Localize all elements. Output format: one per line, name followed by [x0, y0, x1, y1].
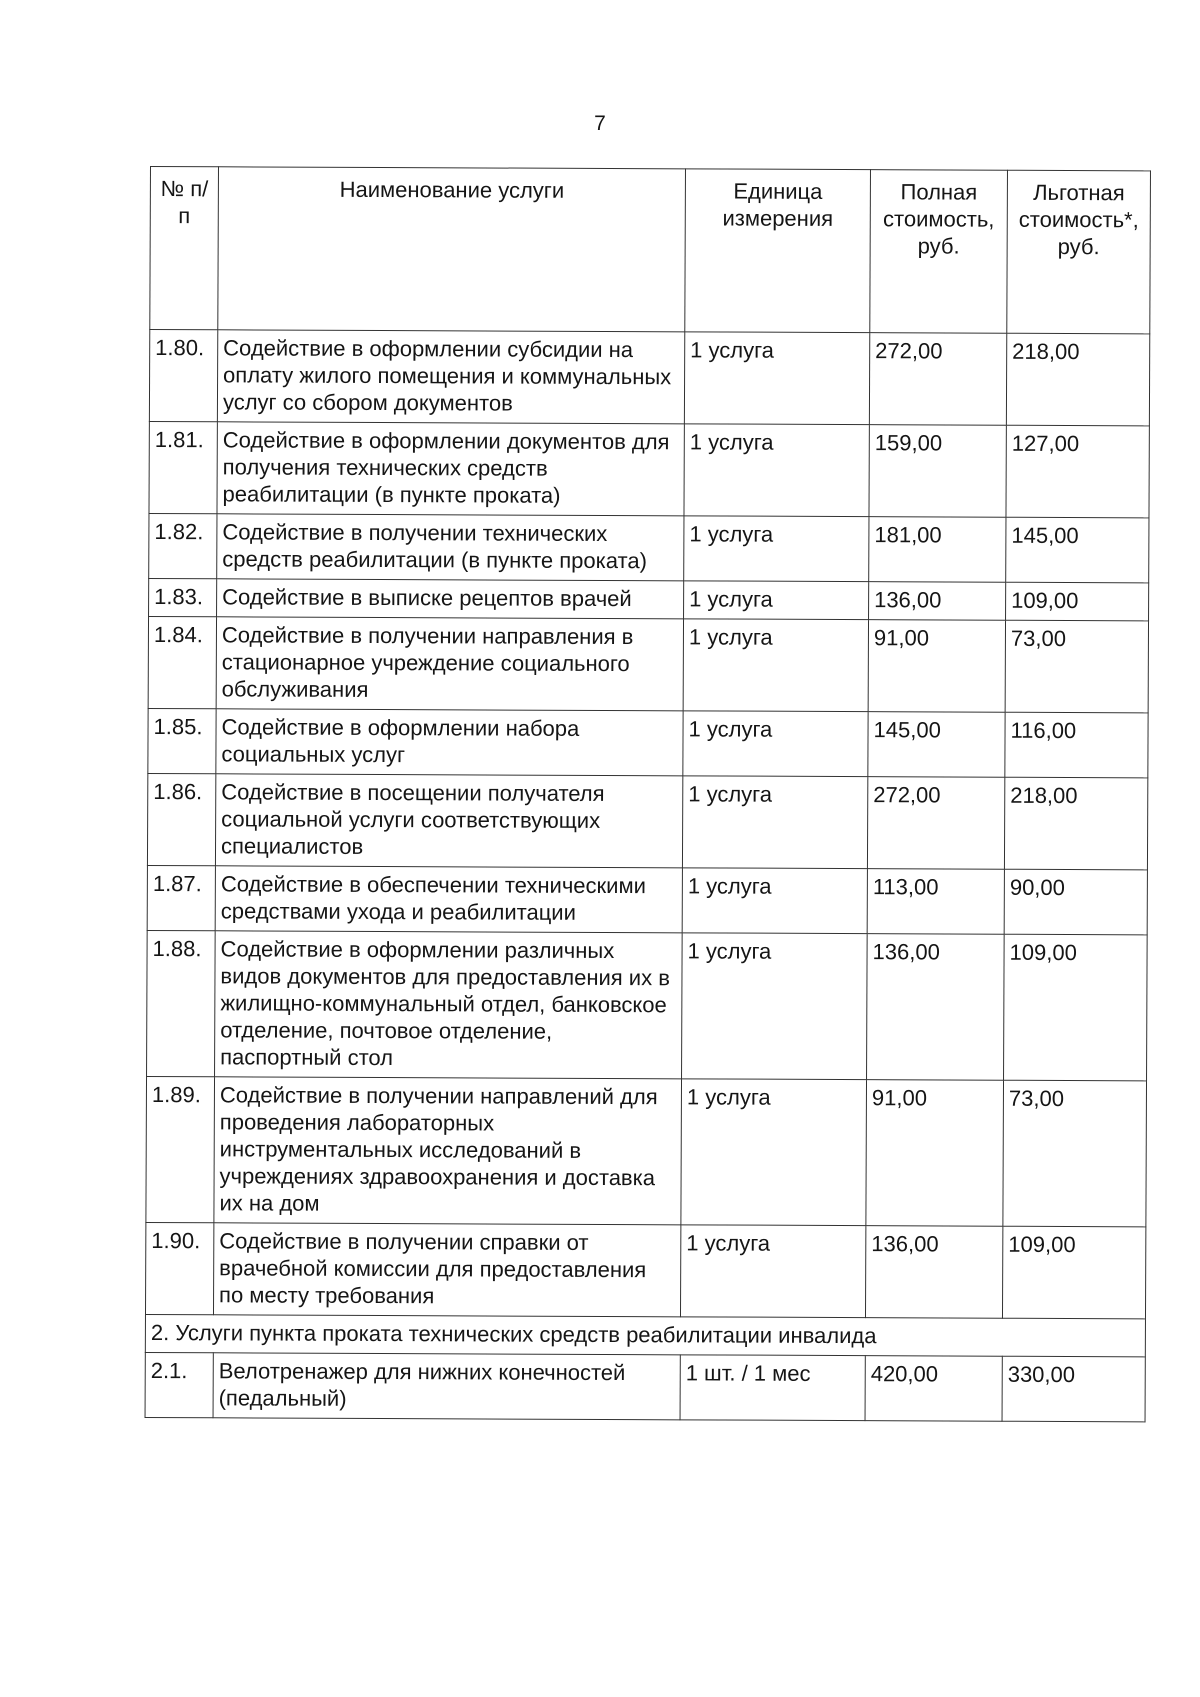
- header-number: № п/п: [150, 167, 219, 330]
- table-row: [145, 1352, 1145, 1421]
- table-header-row: [150, 167, 1151, 334]
- service-name: Содействие в посещении получателя социальной услуги соответствующих специалистов: [215, 774, 682, 868]
- full-price: 113,00: [867, 869, 1004, 935]
- table-row: [147, 930, 1148, 1080]
- unit: 1 услуга: [684, 424, 869, 517]
- service-name: Содействие в оформлении субсидии на оплату жилого помещения и коммунальных услуг со сбором документов: [217, 330, 684, 424]
- table-row: [145, 1222, 1145, 1318]
- service-name: Содействие в получении справки от врачебной комиссии для предоставления по месту требования: [213, 1223, 680, 1317]
- full-price: 136,00: [865, 1226, 1002, 1319]
- preferential-price: 218,00: [1004, 777, 1147, 870]
- full-price: 136,00: [867, 934, 1005, 1081]
- preferential-price: 109,00: [1006, 582, 1149, 621]
- table-row: [147, 773, 1147, 869]
- table-row: [148, 708, 1148, 777]
- service-name: Содействие в выписке рецептов врачей: [217, 579, 684, 619]
- service-name: Содействие в получении технических средств реабилитации (в пункте проката): [217, 514, 684, 581]
- unit: 1 услуга: [682, 933, 868, 1080]
- service-name: Содействие в оформлении набора социальных услуг: [216, 709, 683, 776]
- row-number: 1.85.: [148, 708, 216, 773]
- full-price: 272,00: [869, 333, 1006, 426]
- unit: 1 услуга: [683, 711, 868, 777]
- row-number: 2.1.: [145, 1352, 213, 1417]
- unit: 1 услуга: [684, 516, 869, 582]
- header-unit: Единица измерения: [685, 169, 871, 333]
- table-row: [146, 1076, 1147, 1226]
- service-name: Содействие в оформлении документов для получения технических средств реабилитации (в пункте проката): [217, 422, 684, 516]
- preferential-price: 330,00: [1002, 1356, 1145, 1422]
- preferential-price: 116,00: [1005, 712, 1148, 778]
- row-number: 1.87.: [147, 865, 215, 930]
- row-number: 1.84.: [148, 616, 216, 708]
- service-name: Велотренажер для нижних конечностей (педальный): [213, 1353, 680, 1420]
- full-price: 145,00: [868, 712, 1005, 778]
- full-price: 181,00: [869, 517, 1006, 583]
- service-name: Содействие в оформлении различных видов документов для предоставления их в жилищно-коммунальный отдел, банковское отделение, почтовое отделение, паспортный стол: [215, 931, 683, 1079]
- header-service-name: Наименование услуги: [218, 167, 686, 332]
- header-full-price: Полная стоимость, руб.: [870, 170, 1008, 334]
- row-number: 1.82.: [149, 513, 217, 578]
- service-name: Содействие в получении направлений для проведения лабораторных инструментальных исследований в учреждениях здравоохранения и доставка их на дом: [214, 1077, 682, 1225]
- service-name: Содействие в получении направления в стационарное учреждение социального обслуживания: [216, 617, 683, 711]
- unit: 1 услуга: [682, 868, 867, 934]
- row-number: 1.86.: [147, 773, 215, 865]
- unit: 1 услуга: [682, 776, 867, 869]
- unit: 1 услуга: [681, 1079, 867, 1226]
- full-price: 91,00: [866, 1080, 1004, 1227]
- preferential-price: 127,00: [1006, 425, 1149, 518]
- section-heading: 2. Услуги пункта проката технических средств реабилитации инвалида: [145, 1314, 1145, 1356]
- preferential-price: 145,00: [1006, 517, 1149, 583]
- row-number: 1.89.: [146, 1076, 215, 1222]
- full-price: 420,00: [865, 1356, 1002, 1422]
- service-name: Содействие в обеспечении техническими средствами ухода и реабилитации: [215, 866, 682, 933]
- unit: 1 услуга: [683, 619, 868, 712]
- preferential-price: 109,00: [1004, 934, 1148, 1081]
- section-heading-row: [145, 1314, 1145, 1356]
- table-row: [147, 865, 1147, 934]
- preferential-price: 90,00: [1004, 869, 1147, 935]
- preferential-price: 109,00: [1002, 1226, 1145, 1319]
- preferential-price: 218,00: [1006, 333, 1149, 426]
- services-price-table: [145, 166, 1151, 1422]
- preferential-price: 73,00: [1005, 620, 1148, 713]
- unit: 1 шт. / 1 мес: [680, 1355, 865, 1421]
- full-price: 91,00: [868, 620, 1005, 713]
- preferential-price: 73,00: [1003, 1080, 1147, 1227]
- row-number: 1.90.: [145, 1222, 213, 1314]
- row-number: 1.80.: [149, 330, 217, 422]
- full-price: 136,00: [869, 582, 1006, 621]
- table-row: [148, 616, 1148, 712]
- table-row: [149, 578, 1149, 620]
- full-price: 159,00: [869, 425, 1006, 518]
- table-row: [149, 513, 1149, 582]
- table-row: [149, 330, 1149, 426]
- row-number: 1.83.: [149, 578, 217, 616]
- unit: 1 услуга: [684, 581, 869, 620]
- header-preferential-price: Льготная стоимость*, руб.: [1007, 170, 1151, 334]
- row-number: 1.81.: [149, 421, 217, 513]
- unit: 1 услуга: [680, 1225, 865, 1318]
- full-price: 272,00: [867, 777, 1004, 870]
- page-number: 7: [594, 112, 606, 135]
- table-row: [149, 421, 1149, 517]
- row-number: 1.88.: [147, 930, 216, 1076]
- unit: 1 услуга: [684, 332, 869, 425]
